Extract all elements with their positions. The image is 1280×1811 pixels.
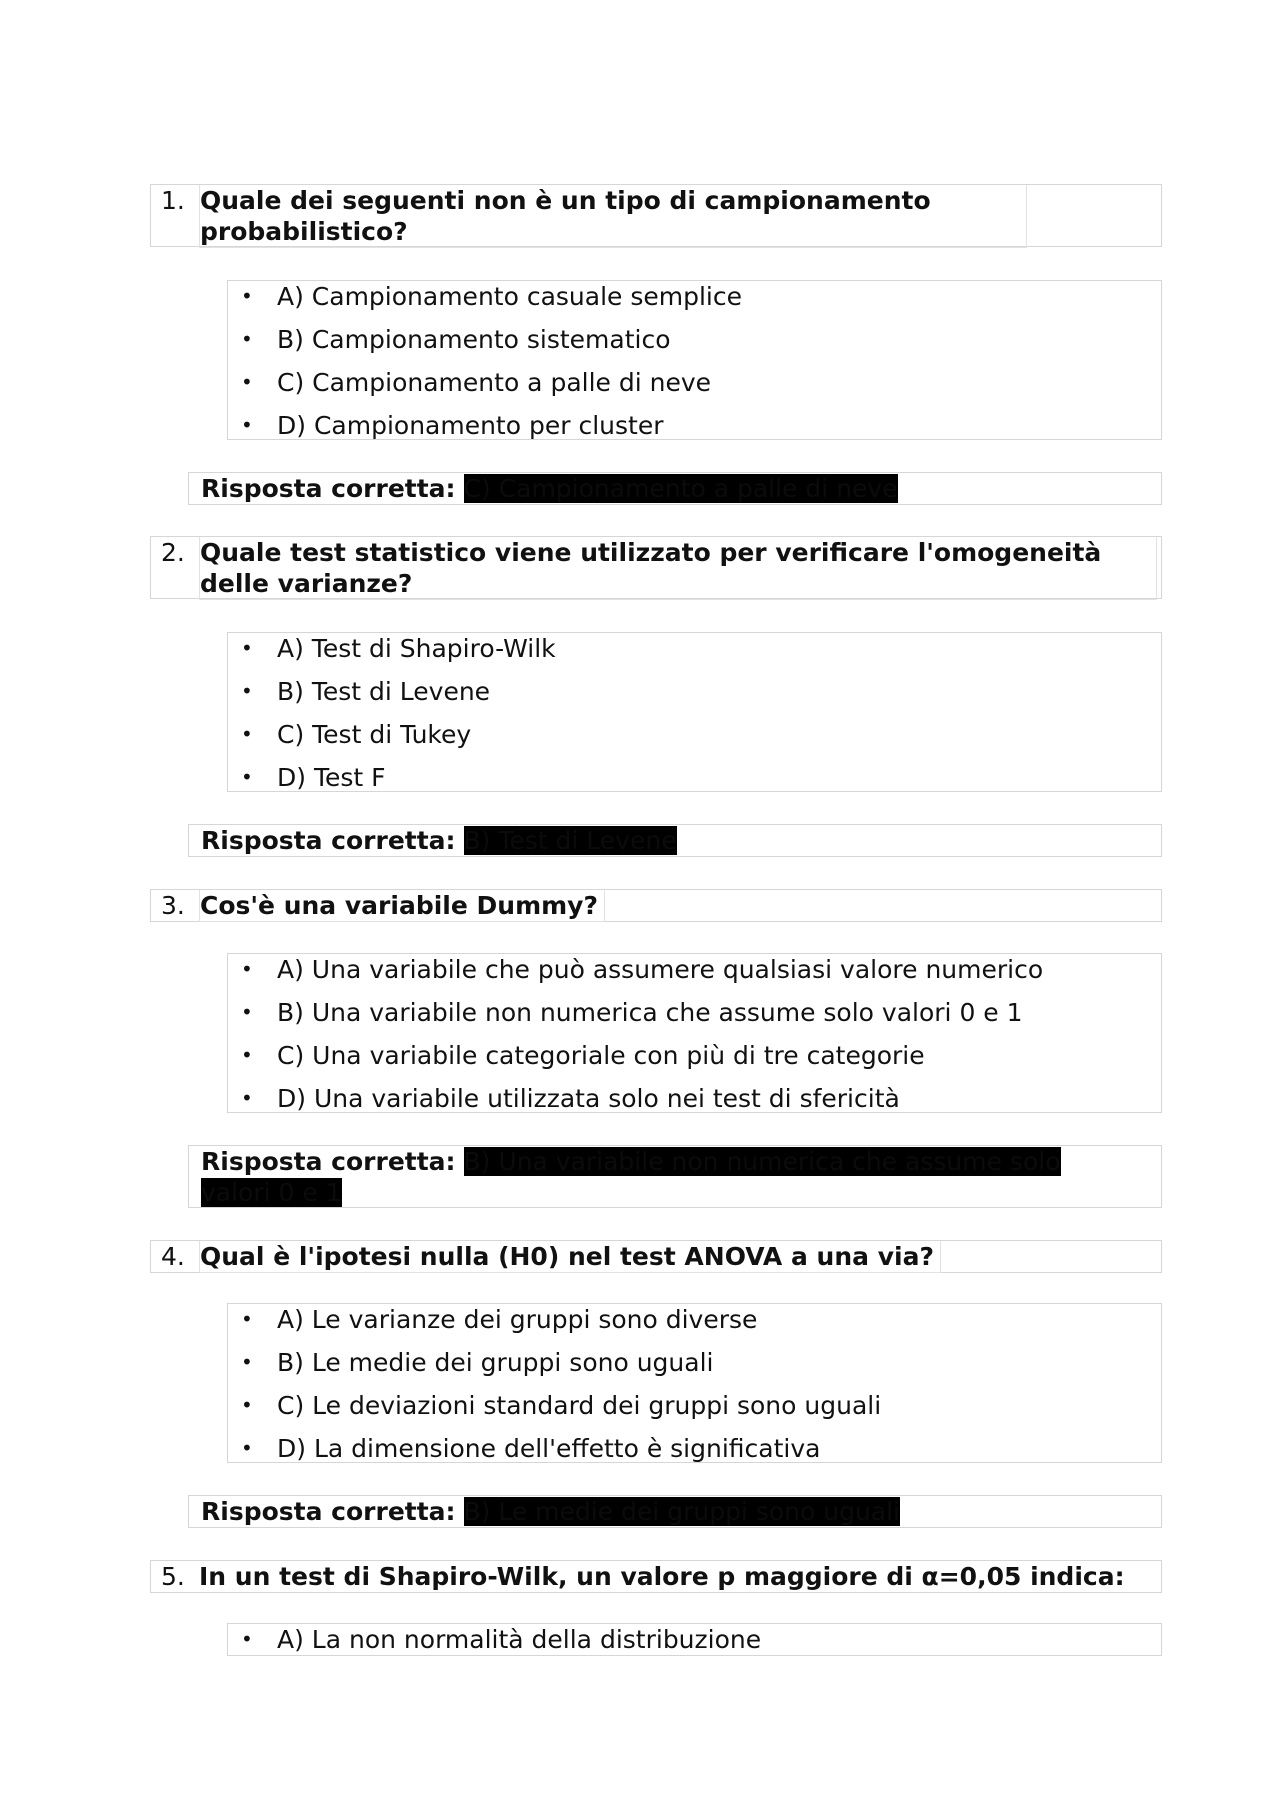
- option-text: A) La non normalità della distribuzione: [277, 1625, 762, 1654]
- list-item: [228, 281, 1161, 324]
- bullet-icon: •: [241, 765, 253, 789]
- answer-row-3: [188, 1145, 1162, 1208]
- question-number: 4.: [161, 1242, 185, 1271]
- bullet-icon: •: [241, 957, 253, 981]
- option-text: A) Una variabile che può assumere qualsiasi valore numerico: [277, 955, 1044, 984]
- bullet-icon: •: [241, 1350, 253, 1374]
- list-item: [228, 633, 1161, 676]
- question-5: [150, 1560, 1162, 1593]
- bullet-icon: •: [241, 1393, 253, 1417]
- question-text: Qual è l'ipotesi nulla (H0) nel test ANOVA a una via?: [199, 1241, 941, 1273]
- bullet-icon: •: [241, 1086, 253, 1110]
- answer-row-4: [188, 1495, 1162, 1528]
- bullet-icon: •: [241, 413, 253, 437]
- option-text: D) Campionamento per cluster: [277, 411, 664, 440]
- bullet-icon: •: [241, 327, 253, 351]
- question-4: [150, 1240, 1162, 1273]
- question-2: [150, 536, 1162, 599]
- list-item: [228, 410, 1161, 453]
- list-item: [228, 997, 1161, 1040]
- list-item: [228, 1390, 1161, 1433]
- question-number: 2.: [161, 538, 185, 567]
- list-item: [228, 1304, 1161, 1347]
- question-text: In un test di Shapiro-Wilk, un valore p maggiore di α=0,05 indica:: [199, 1562, 1125, 1591]
- list-item: [228, 1083, 1161, 1126]
- question-number: 1.: [161, 186, 185, 215]
- option-text: A) Test di Shapiro-Wilk: [277, 634, 556, 663]
- option-text: A) Le varianze dei gruppi sono diverse: [277, 1305, 758, 1334]
- question-3: [150, 889, 1162, 922]
- answer-row-1: [188, 472, 1162, 505]
- question-1: [150, 184, 1162, 247]
- options-list-4: [227, 1303, 1162, 1463]
- bullet-icon: •: [241, 1000, 253, 1024]
- options-list-1: [227, 280, 1162, 440]
- list-item: [228, 1040, 1161, 1083]
- option-text: B) Campionamento sistematico: [277, 325, 671, 354]
- list-item: [228, 1624, 1161, 1655]
- bullet-icon: •: [241, 284, 253, 308]
- option-text: C) Le deviazioni standard dei gruppi sono uguali: [277, 1391, 882, 1420]
- redacted-answer: B) Test di Levene: [463, 826, 677, 855]
- list-item: [228, 367, 1161, 410]
- option-text: B) Una variabile non numerica che assume solo valori 0 e 1: [277, 998, 1023, 1027]
- options-list-2: [227, 632, 1162, 792]
- answer-label: Risposta corretta:: [201, 826, 456, 855]
- bullet-icon: •: [241, 1436, 253, 1460]
- list-item: [228, 676, 1161, 719]
- question-number: 5.: [161, 1562, 185, 1591]
- list-item: [228, 1347, 1161, 1390]
- option-text: A) Campionamento casuale semplice: [277, 282, 743, 311]
- question-text: Quale test statistico viene utilizzato per verificare l'omogeneità delle varianze?: [199, 537, 1157, 600]
- bullet-icon: •: [241, 679, 253, 703]
- question-text: Quale dei seguenti non è un tipo di campionamento probabilistico?: [199, 185, 1027, 248]
- question-text: Cos'è una variabile Dummy?: [199, 890, 605, 922]
- options-list-3: [227, 953, 1162, 1113]
- question-number: 3.: [161, 891, 185, 920]
- bullet-icon: •: [241, 370, 253, 394]
- option-text: C) Test di Tukey: [277, 720, 472, 749]
- option-text: D) Test F: [277, 763, 386, 792]
- bullet-icon: •: [241, 636, 253, 660]
- bullet-icon: •: [241, 722, 253, 746]
- option-text: D) Una variabile utilizzata solo nei test di sfericità: [277, 1084, 900, 1113]
- bullet-icon: •: [241, 1043, 253, 1067]
- redacted-answer: C) Campionamento a palle di neve: [463, 474, 898, 503]
- list-item: [228, 762, 1161, 805]
- list-item: [228, 1433, 1161, 1476]
- list-item: [228, 954, 1161, 997]
- option-text: B) Le medie dei gruppi sono uguali: [277, 1348, 714, 1377]
- answer-label: Risposta corretta:: [201, 474, 456, 503]
- answer-label: Risposta corretta:: [201, 1497, 456, 1526]
- answer-row-2: [188, 824, 1162, 857]
- list-item: [228, 719, 1161, 762]
- option-text: B) Test di Levene: [277, 677, 491, 706]
- bullet-icon: •: [241, 1307, 253, 1331]
- option-text: C) Campionamento a palle di neve: [277, 368, 712, 397]
- option-text: D) La dimensione dell'effetto è significativa: [277, 1434, 821, 1463]
- list-item: [228, 324, 1161, 367]
- option-text: C) Una variabile categoriale con più di tre categorie: [277, 1041, 925, 1070]
- redacted-answer: B) Una variabile non numerica che assume solo valori 0 e 1: [201, 1147, 1061, 1207]
- options-list-5: [227, 1623, 1162, 1656]
- redacted-answer: B) Le medie dei gruppi sono uguali: [463, 1497, 901, 1526]
- bullet-icon: •: [241, 1627, 253, 1651]
- answer-label: Risposta corretta:: [201, 1147, 456, 1176]
